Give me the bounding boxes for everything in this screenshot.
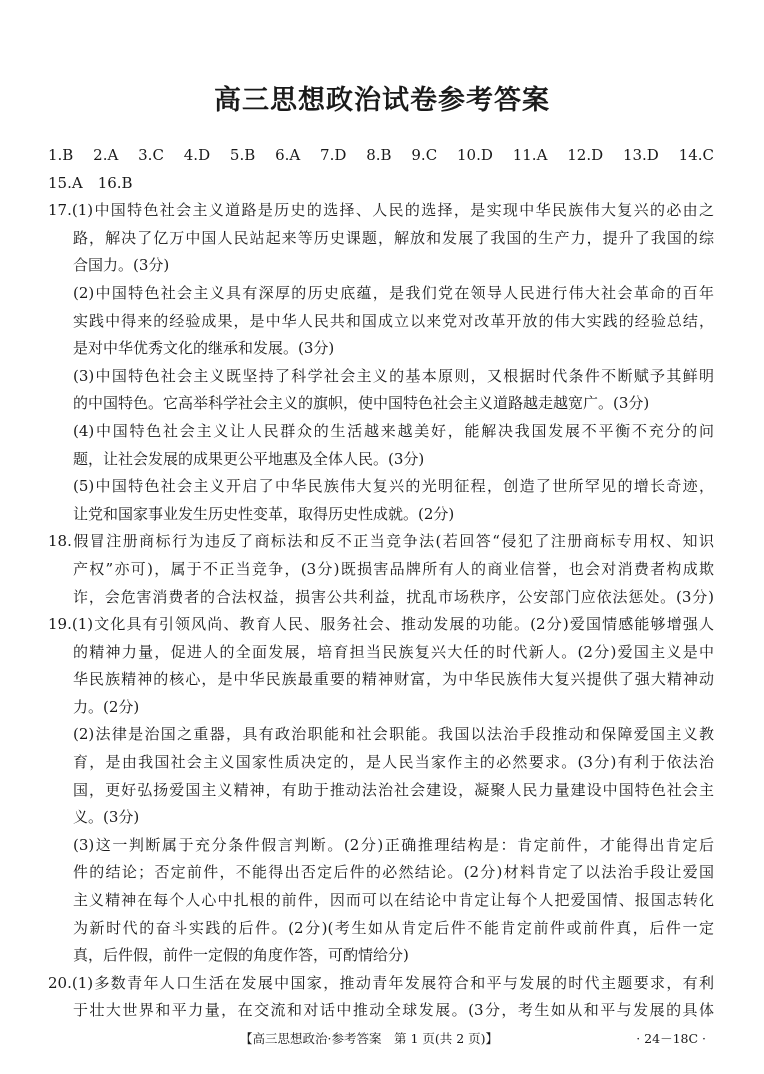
q19-p1-line: 华民族精神的核心，是中华民族最重要的精神财富，为中华民族伟大复兴提供了强大精神动 (73, 670, 714, 689)
q18-line: 18.假冒注册商标行为违反了商标法和反不正当竞争法(若回答“侵犯了注册商标专用权、知识 (48, 532, 714, 551)
q20-p1-line: 于壮大世界和平力量，在交流和对话中推动全球发展。(3分，考生如从和平与发展的具体 (73, 1001, 714, 1020)
footer-code: · 24－18C · (636, 1031, 706, 1046)
q19-p2-line: (2)法律是治国之重器，具有政治职能和社会职能。我国以法治手段推动和保障爱国主义教 (73, 725, 714, 744)
q19-p3-line: 件的结论；否定前件，不能得出否定后件的必然结论。(2分)材料肯定了以法治手段让爱国 (73, 863, 714, 882)
mc-answers-line-2: 15.A 16.B (48, 173, 133, 192)
q17-p1-line: 17.(1)中国特色社会主义道路是历史的选择、人民的选择，是实现中华民族伟大复兴的必由之 (48, 201, 714, 220)
q19-p1-line: 19.(1)文化具有引领风尚、教育人民、服务社会、推动发展的功能。(2分)爱国情感能够增强人 (48, 615, 714, 634)
q19-p1-line: 的精神力量，促进人的全面发展，培育担当民族复兴大任的时代新人。(2分)爱国主义是中 (73, 642, 714, 661)
q17-p5-line: 让党和国家事业发生历史性变革，取得历史性成就。(2分) (73, 504, 455, 523)
q17-p4-line: 题，让社会发展的成果更公平地惠及全体人民。(3分) (73, 449, 425, 468)
q17-p5-line: (5)中国特色社会主义开启了中华民族伟大复兴的光明征程，创造了世所罕见的增长奇迹， (73, 477, 714, 496)
q17-p3-line: (3)中国特色社会主义既坚持了科学社会主义的基本原则，又根据时代条件不断赋予其鲜明 (73, 366, 714, 385)
footer-page-info: 【高三思想政治·参考答案 第 1 页(共 2 页)】 (240, 1031, 499, 1046)
answer-content (48, 142, 714, 1025)
mc-answers-line-1: 1.B 2.A 3.C 4.D 5.B 6.A 7.D 8.B 9.C 10.D 11.A 12.D 13.D 14.C (48, 146, 714, 164)
q18-line: 产权”亦可)，属于不正当竞争，(3分)既损害品牌所有人的商业信誉，也会对消费者构成欺 (73, 559, 714, 578)
page-title: 高三思想政治试卷参考答案 (214, 85, 550, 116)
q20-p1-line: 20.(1)多数青年人口生活在发展中国家，推动青年发展符合和平与发展的时代主题要求，有利 (48, 973, 714, 992)
q19-p3-line: 为新时代的奋斗实践的后件。(2分)(考生如从肯定后件不能肯定前件或前件真，后件一定 (73, 918, 714, 937)
q19-p1-line: 力。(2分) (73, 697, 140, 716)
q19-p2-line: 义。(3分) (73, 808, 140, 827)
q19-p3-line: 真，后件假，前件一定假的角度作答，可酌情给分) (73, 946, 409, 965)
q17-p2-line: 实践中得来的经验成果，是中华人民共和国成立以来党对改革开放的伟大实践的经验总结， (73, 311, 714, 330)
q19-p3-line: 主义精神在每个人心中扎根的前件，因而可以在结论中肯定让每个人把爱国情、报国志转化 (73, 891, 714, 910)
q17-p2-line: (2)中国特色社会主义具有深厚的历史底蕴，是我们党在领导人民进行伟大社会革命的百年 (73, 283, 714, 302)
q19-p2-line: 国，更好弘扬爱国主义精神，有助于推动法治社会建设，凝聚人民力量建设中国特色社会主 (73, 780, 714, 799)
q17-p4-line: (4)中国特色社会主义让人民群众的生活越来越美好，能解决我国发展不平衡不充分的问 (73, 421, 714, 440)
q19-p2-line: 育，是由我国社会主义国家性质决定的，是人民当家作主的必然要求。(3分)有利于依法治 (73, 753, 714, 772)
page-footer (0, 1029, 764, 1049)
q19-p3-line: (3)这一判断属于充分条件假言判断。(2分)正确推理结构是：肯定前件，才能得出肯定后 (73, 835, 714, 854)
q17-p3-line: 的中国特色。它高举科学社会主义的旗帜，使中国特色社会主义道路越走越宽广。(3分) (73, 394, 650, 413)
q17-p1-line: 路，解决了亿万中国人民站起来等历史课题，解放和发展了我国的生产力，提升了我国的综 (73, 228, 714, 247)
q17-p1-line: 合国力。(3分) (73, 256, 170, 275)
q17-p2-line: 是对中华优秀文化的继承和发展。(3分) (73, 339, 335, 358)
q18-line: 诈，会危害消费者的合法权益，损害公共利益，扰乱市场秩序，公安部门应依法惩处。(3分) (73, 587, 714, 606)
